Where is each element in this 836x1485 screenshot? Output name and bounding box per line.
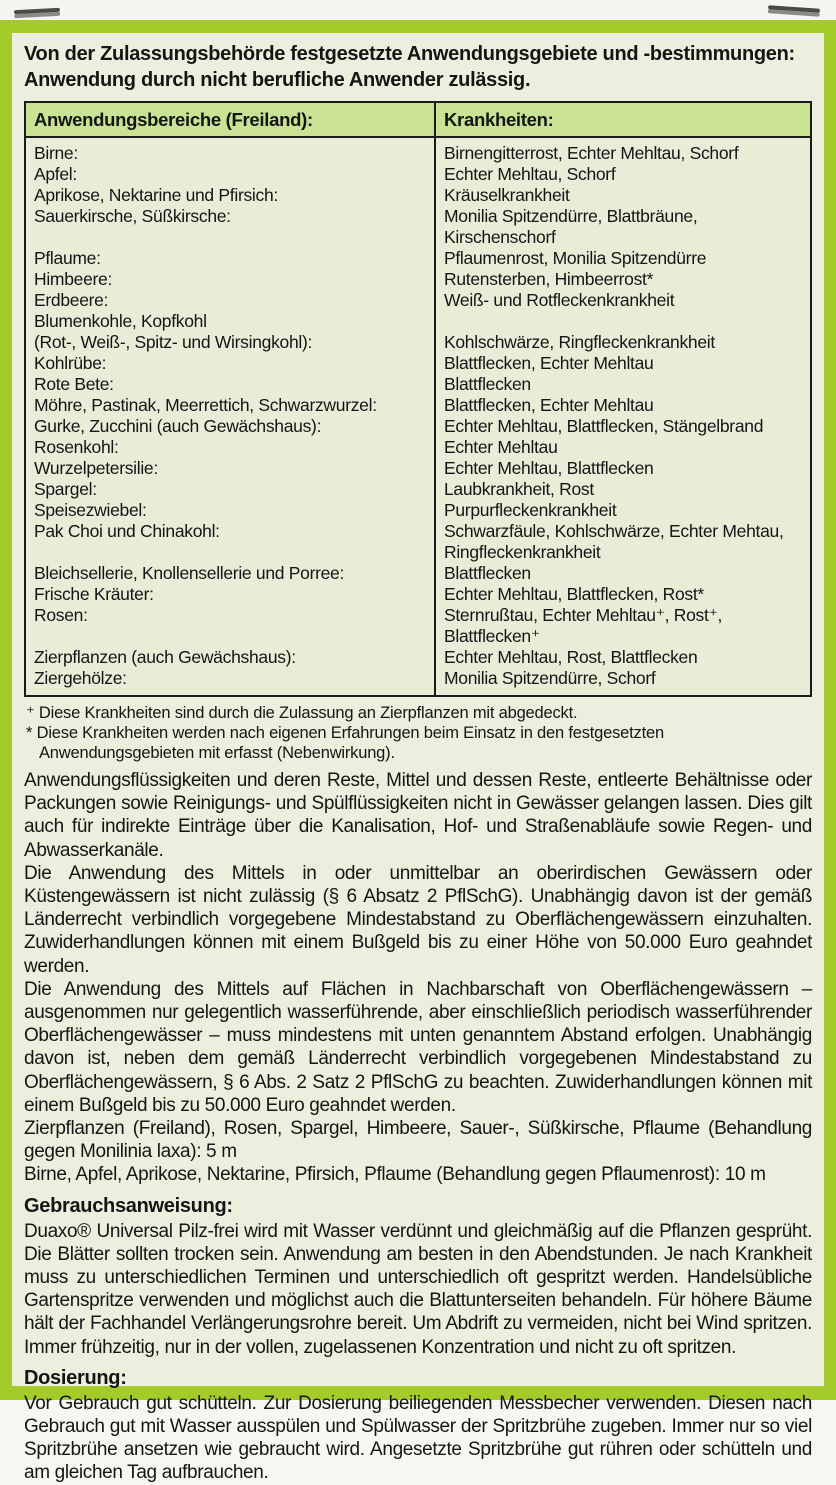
application-areas-table [24,101,812,697]
column-header-areas: Anwendungsbereiche (Freiland): [26,103,434,138]
section-gebrauchsanweisung [24,1194,812,1359]
disease-line: Monilia Spitzendürre, Blattbräune, [444,206,698,226]
disease-line: Schwarzfäule, Kohlschwärze, Echter Mehtau, [444,521,784,541]
area-line: Möhre, Pastinak, Meerrettich, Schwarzwurzel: [34,395,377,415]
area-line: Rosenkohl: [34,437,119,457]
disease-line: Blattflecken⁺ [444,626,540,646]
disease-line: Blattflecken, Echter Mehltau [444,353,654,373]
areas-lines [26,138,434,695]
area-line: Zierpflanzen (auch Gewächshaus): [34,647,296,667]
disease-line: Blattflecken, Echter Mehltau [444,395,654,415]
disease-line [444,311,802,332]
area-line [34,542,426,563]
area-line: Kohlrübe: [34,353,107,373]
diseases-lines [436,138,810,695]
intro-line-1: Von der Zulassungsbehörde festgesetzte Anwendungsgebiete und -bestimmungen: [24,43,795,65]
area-line: Ziergehölze: [34,668,127,688]
disease-line: Monilia Spitzendürre, Schorf [444,668,656,688]
water-protection-text [24,769,812,1187]
paragraph-water-distance: Die Anwendung des Mittels in oder unmittelbar an oberirdischen Gewässern oder Küstengewässern ist nicht zulässig (§ 6 Absatz 2 PflSchG). Unabhängig davon ist der gemäß Länderrecht verbindlich vorgegebene Mindestabstand zu Oberflächengewässern einzuhalten. Zuwiderhandlungen können mit einem Bußgeld bis zu einer Höhe von 50.000 Euro geahndet werden. [24,862,812,977]
area-line: Rosen: [34,605,88,625]
disease-line: Echter Mehltau, Blattflecken [444,458,654,478]
area-line: Apfel: [34,164,77,184]
disease-line: Echter Mehltau, Schorf [444,164,616,184]
body-dosierung: Vor Gebrauch gut schütteln. Zur Dosierung beiliegenden Messbecher verwenden. Diesen nach Gebrauch gut mit Wasser ausspülen und Spülwasser der Spritzbrühe zugeben. Immer nur so viel Spritzbrühe ansetzen wie gebraucht wird. Angesetzte Spritzbrühe gut rühren oder schütteln und am gleichen Tag aufbrauchen. [24,1392,812,1484]
table-column-diseases [436,103,810,695]
intro-line-2: Anwendung durch nicht berufliche Anwender zulässig. [24,69,531,91]
area-line: Wurzelpetersilie: [34,458,158,478]
photo-corner-mark [14,8,60,14]
disease-line: Echter Mehltau, Blattflecken, Rost* [444,584,704,604]
disease-line: Blattflecken [444,374,531,394]
paragraph-distance-10m: Birne, Apfel, Aprikose, Nektarine, Pfirsich, Pflaume (Behandlung gegen Pflaumenrost): 10 m [24,1164,766,1186]
area-line: Sauerkirsche, Süßkirsche: [34,206,231,226]
disease-line: Rutensterben, Himbeerrost* [444,269,654,289]
disease-line: Echter Mehltau, Blattflecken, Stängelbrand [444,416,764,436]
paragraph-distance-5m: Zierpflanzen (Freiland), Rosen, Spargel, Himbeere, Sauer-, Süßkirsche, Pflaume (Behandlung gegen Monilinia laxa): 5 m [24,1118,812,1163]
area-line: Erdbeere: [34,290,109,310]
heading-gebrauchsanweisung: Gebrauchsanweisung: [24,1194,233,1217]
regulatory-intro [24,41,812,93]
area-line: Spargel: [34,479,97,499]
table-footnotes [26,703,812,763]
disease-line: Weiß- und Rotfleckenkrankheit [444,290,675,310]
area-line: Pak Choi und Chinakohl: [34,521,220,541]
disease-line: Laubkrankheit, Rost [444,479,594,499]
heading-dosierung: Dosierung: [24,1366,127,1389]
area-line [34,626,426,647]
disease-line: Blattflecken [444,563,531,583]
area-line: Birne: [34,143,78,163]
disease-line: Echter Mehltau, Rost, Blattflecken [444,647,698,667]
disease-line: Kräuselkrankheit [444,185,570,205]
photo-background-strip [0,0,836,20]
section-dosierung [24,1366,812,1485]
footnote: * Diese Krankheiten werden nach eigenen Erfahrungen beim Einsatz in den festgesetzten Anwendungsgebieten mit erfasst (Nebenwirkung). [26,724,664,762]
disease-line: Kirschenschorf [444,227,556,247]
paragraph-waste-disposal: Anwendungsflüssigkeiten und deren Reste, Mittel und dessen Reste, entleerte Behältnisse oder Packungen sowie Reinigungs- und Spülflüssigkeiten nicht in Gewässer gelangen lassen. Dies gilt auch für indirekte Einträge über die Kanalisation, Hof- und Straßenabläufe sowie Regen- und Abwasserkanäle. [24,770,812,861]
package-back-panel [0,20,836,1484]
area-line [34,227,426,248]
area-line: Gurke, Zucchini (auch Gewächshaus): [34,416,322,436]
table-column-areas [26,103,436,695]
area-line: Rote Bete: [34,374,114,394]
area-line: Aprikose, Nektarine und Pfirsich: [34,185,278,205]
label-text-panel [12,33,824,1484]
disease-line: Sternrußtau, Echter Mehltau⁺, Rost⁺, [444,605,723,625]
area-line: Pflaume: [34,248,101,268]
disease-line: Kohlschwärze, Ringfleckenkrankheit [444,332,715,352]
column-header-diseases: Krankheiten: [436,103,810,138]
photo-corner-mark [768,5,820,13]
disease-line: Echter Mehltau [444,437,558,457]
disease-line: Pflaumenrost, Monilia Spitzendürre [444,248,707,268]
body-gebrauchsanweisung: Duaxo® Universal Pilz-frei wird mit Wasser verdünnt und gleichmäßig auf die Pflanzen gesprüht. Die Blätter sollten trocken sein. Anwendung am besten in den Abendstunden. Je nach Krankheit muss zu unterschiedlichen Terminen und unterschiedlich oft gespritzt werden. Handelsübliche Gartenspritze verwenden und möglichst auch die Blattunterseiten behandeln. Für höhere Bäume hält der Fachhandel Verlängerungsrohre bereit. Um Abdrift zu vermeiden, nicht bei Wind spritzen. Immer frühzeitig, nur in der vollen, zugelassenen Konzentration und nicht zu oft spritzen. [24,1220,812,1358]
footnote: ⁺ Diese Krankheiten sind durch die Zulassung an Zierpflanzen mit abgedeckt. [26,704,578,722]
area-line: Bleichsellerie, Knollensellerie und Porree: [34,563,345,583]
disease-line: Purpurfleckenkrankheit [444,500,617,520]
disease-line: Ringfleckenkrankheit [444,542,601,562]
area-line: (Rot-, Weiß-, Spitz- und Wirsingkohl): [34,332,313,352]
area-line: Speisezwiebel: [34,500,147,520]
area-line: Himbeere: [34,269,113,289]
area-line: Frische Kräuter: [34,584,154,604]
disease-line: Birnengitterrost, Echter Mehltau, Schorf [444,143,739,163]
area-line: Blumenkohle, Kopfkohl [34,311,207,331]
paragraph-neighbouring-surfaces: Die Anwendung des Mittels auf Flächen in Nachbarschaft von Oberflächengewässern – ausgenommen nur gelegentlich wasserführende, aber einschließlich periodisch wasserführender Oberflächengewässer – muss mindestens mit unten genanntem Abstand erfolgen. Unabhängig davon ist, neben dem gemäß Länderrecht verbindlich vorgegebenen Mindestabstand zu Oberflächengewässern, § 6 Abs. 2 Satz 2 PflSchG zu beachten. Zuwiderhandlungen können mit einem Bußgeld bis zu 50.000 Euro geahndet werden. [24,978,812,1116]
